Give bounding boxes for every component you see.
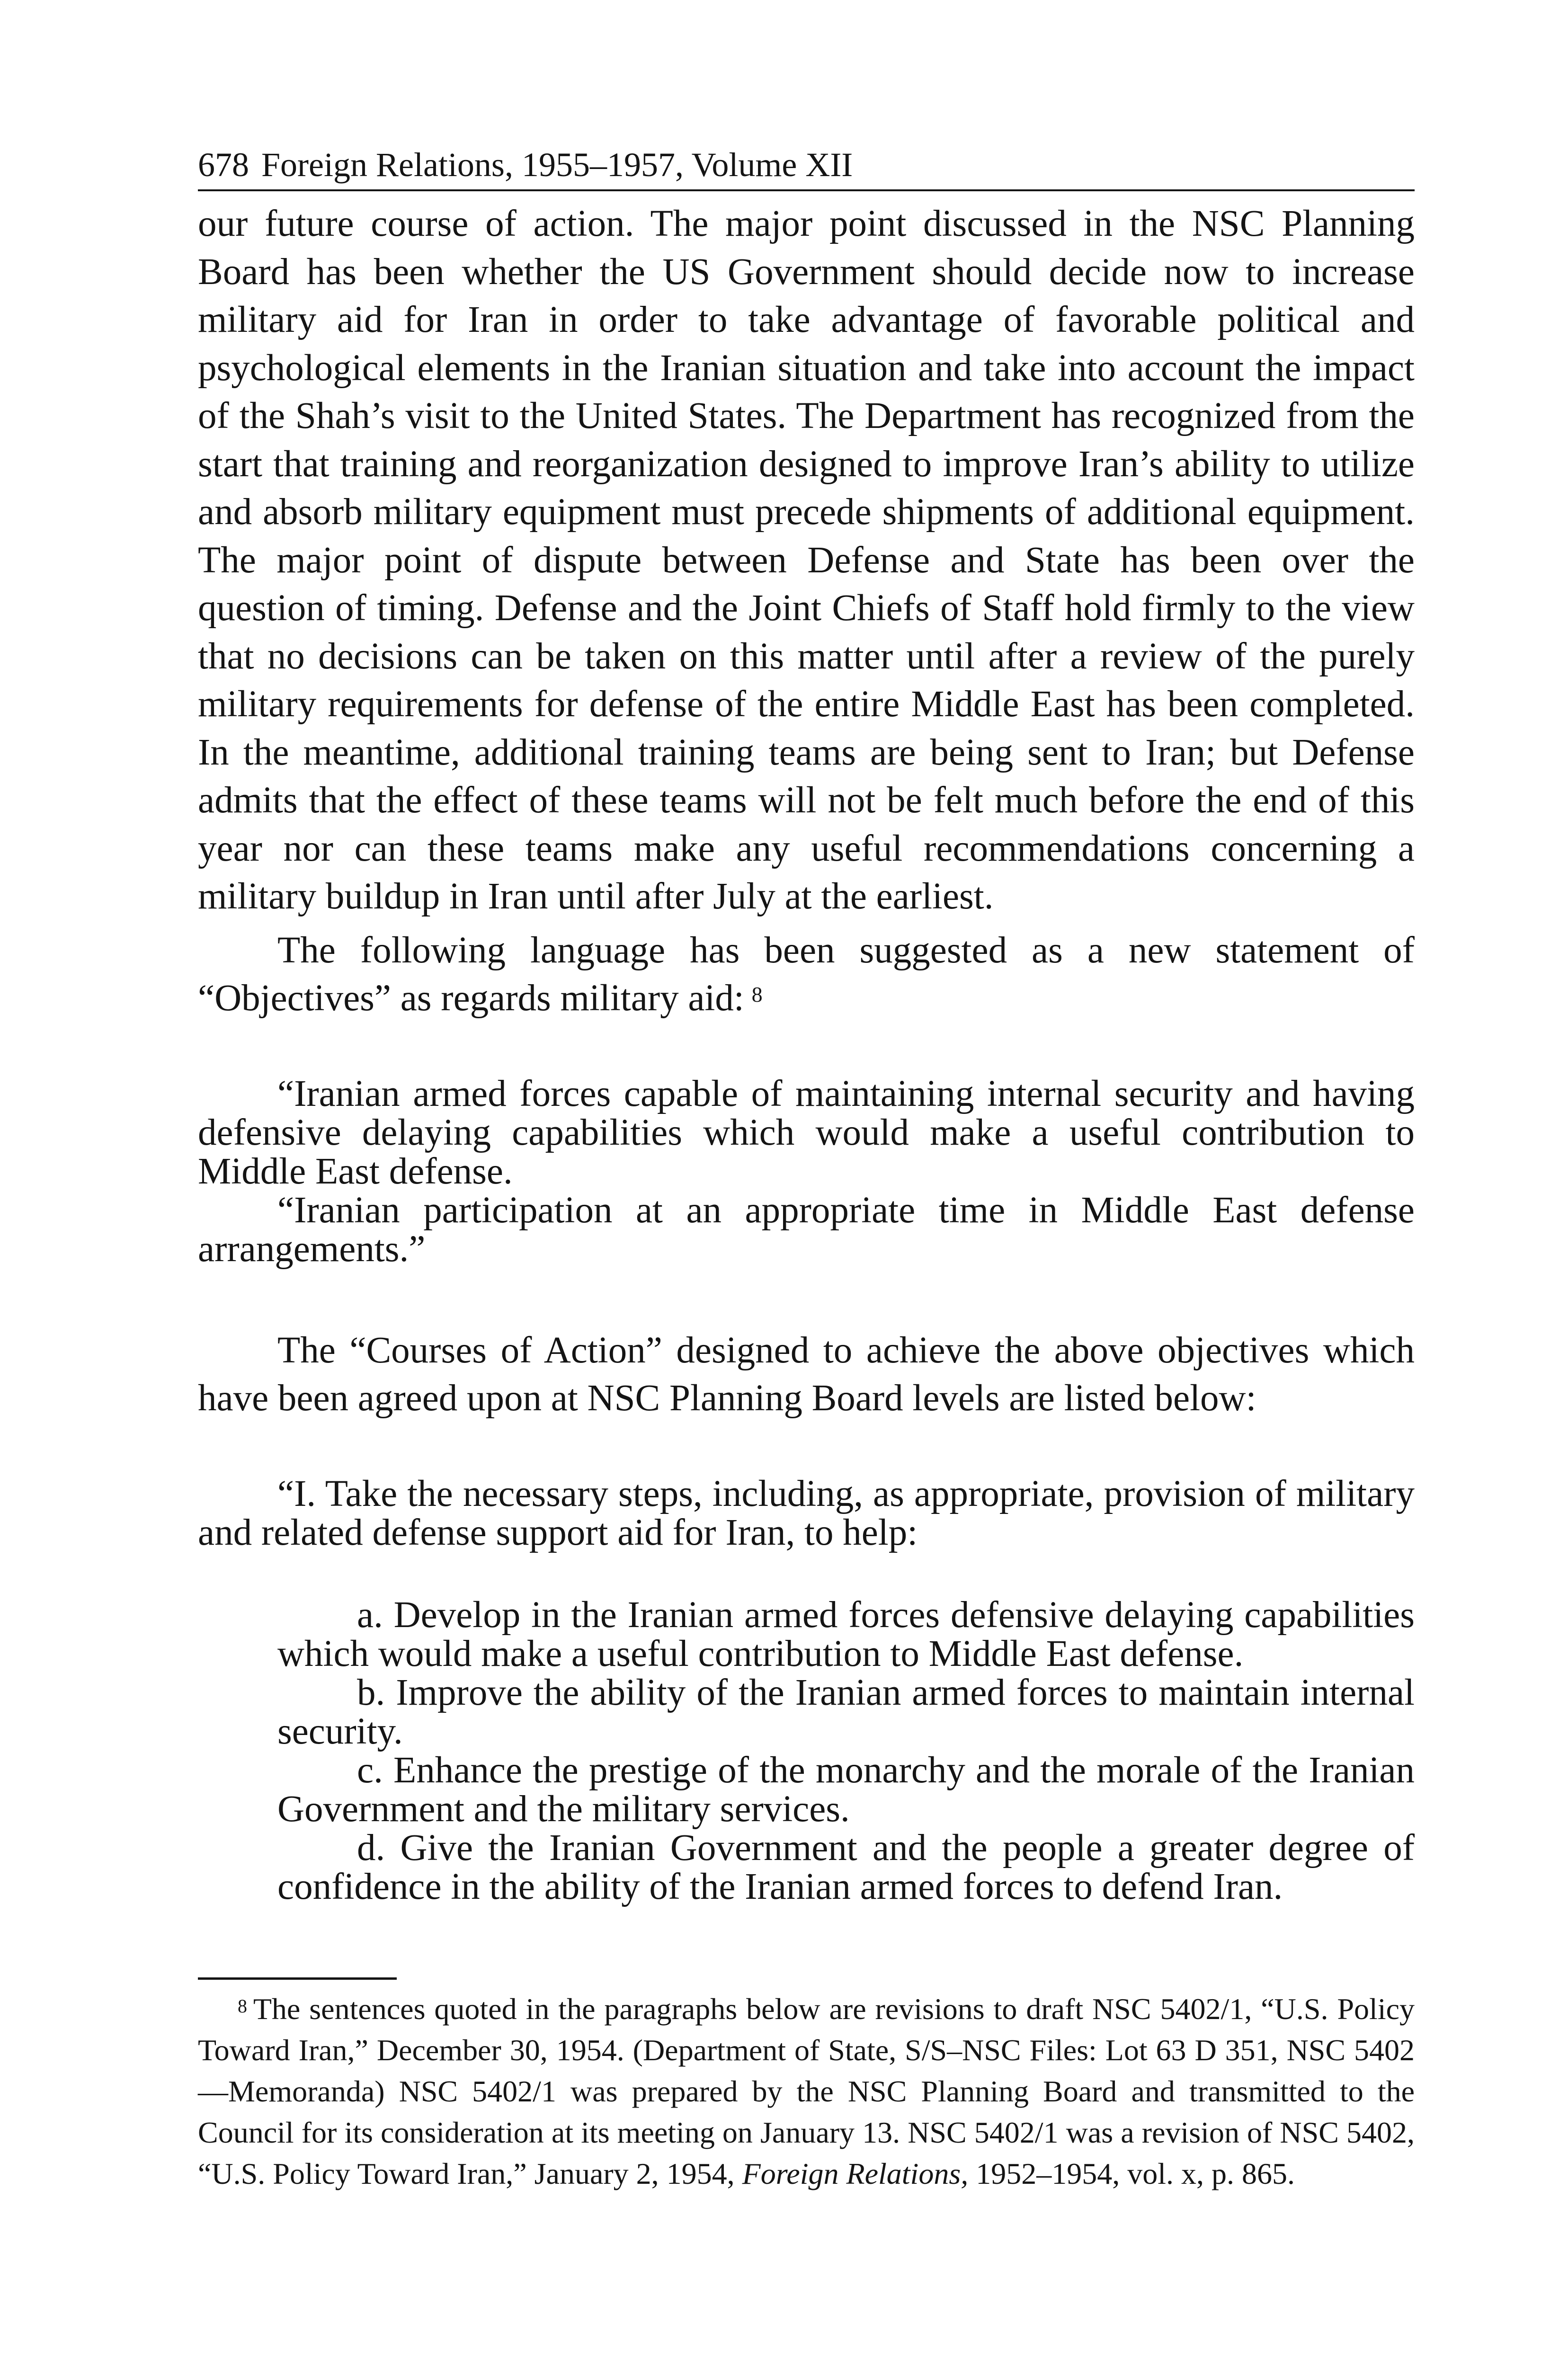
document-page [198, 142, 1415, 2194]
course-of-action-1: “I. Take the necessary steps, including, as appropriate, provision of military and related defense support aid for Iran, to help: [198, 1473, 1415, 1553]
footnote-text-main: The sentences quoted in the paragraphs below are revisions to draft NSC 5402/1, “U.S. Policy Toward Iran,” December 30, 1954. (Department of State, S/S–NSC Files: Lot 63 D 351, NSC 5402—Memoranda) NSC 5402/1 was prepared by the NSC Planning Board and transmitted to the Council for its consideration at its meeting on January 13. NSC 5402/1 was a revision of NSC 5402, “U.S. Policy Toward Iran,” January 2, 1954, [198, 1992, 1415, 2190]
course-items-list [198, 1596, 1415, 1906]
footnote-number: 8 [238, 1995, 247, 2017]
footnote-text-end: 1952–1954, vol. x, p. 865. [976, 2156, 1295, 2190]
footnote-italic-title: Foreign Relations, [742, 2156, 969, 2190]
volume-title: Foreign Relations, 1955–1957, Volume XII [261, 146, 853, 184]
objectives-quote [198, 1075, 1415, 1269]
course-item-d: d. Give the Iranian Government and the people a greater degree of confidence in the ability of the Iranian armed forces to defend Iran. [277, 1827, 1415, 1907]
footnote-divider [198, 1977, 397, 1980]
footnote-8 [198, 1988, 1415, 2194]
course-item-c: c. Enhance the prestige of the monarchy and the morale of the Iranian Government and the military services. [277, 1749, 1415, 1830]
running-header [198, 142, 1415, 191]
course-item-b: b. Improve the ability of the Iranian armed forces to maintain internal security. [277, 1672, 1415, 1752]
course-item-a: a. Develop in the Iranian armed forces defensive delaying capabilities which would make a useful contribution to Middle East defense. [277, 1594, 1415, 1674]
quote-objective-2: “Iranian participation at an appropriate time in Middle East defense arrangements.” [198, 1189, 1415, 1270]
paragraph-objectives-text: The following language has been suggested as a new statement of “Objectives” as regards military aid: [198, 929, 1415, 1019]
paragraph-courses-intro: The “Courses of Action” designed to achieve the above objectives which have been agreed upon at NSC Planning Board levels are listed below: [198, 1329, 1415, 1419]
quote-objective-1: “Iranian armed forces capable of maintaining internal security and having defensive delaying capabilities which would make a useful contribution to Middle East defense. [198, 1073, 1415, 1192]
page-number: 678 [198, 146, 249, 184]
paragraph-objectives-intro [198, 926, 1415, 1023]
footnote-ref: 8 [751, 982, 763, 1006]
paragraph-1: our future course of action. The major point discussed in the NSC Planning Board has been whether the US Government should decide now to increase military aid for Iran in order to take advantage of favorable political and psychological elements in the Iranian situation and take into account the impact of the Shah’s visit to the United States. The Department has recognized from the start that training and reorganization designed to improve Iran’s ability to utilize and absorb military equipment must precede shipments of additional equipment. The major point of dispute between Defense and State has been over the question of timing. Defense and the Joint Chiefs of Staff hold firmly to the view that no decisions can be taken on this matter until after a review of the purely military requirements for defense of the entire Middle East has been completed. In the meantime, additional training teams are being sent to Iran; but Defense admits that the effect of these teams will not be felt much before the end of this year nor can these teams make any useful recommendations concerning a military buildup in Iran until after July at the earliest. [198, 203, 1415, 917]
